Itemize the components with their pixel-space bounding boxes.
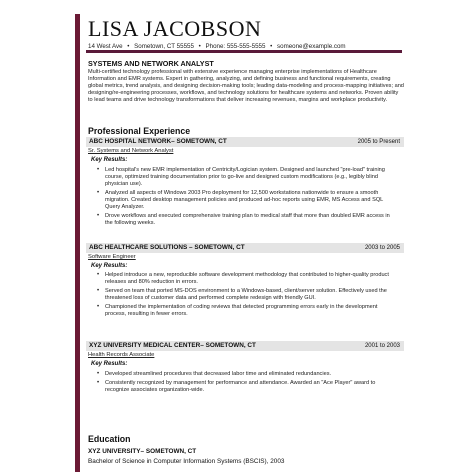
list-item (97, 167, 397, 188)
list-item (97, 213, 397, 227)
job-company: ABC HEALTHCARE SOLUTIONS – SOMETOWN, CT (89, 244, 245, 251)
education-degree: Bachelor of Science in Computer Information Systems (BSCIS), 2003 (88, 458, 285, 465)
key-results-label: Key Results: (91, 263, 128, 269)
list-item (97, 304, 397, 318)
education-school: XYZ UNIVERSITY– SOMETOWN, CT (88, 448, 197, 455)
job-company: XYZ UNIVERSITY MEDICAL CENTER– SOMETOWN, CT (89, 342, 256, 349)
separator: • (270, 43, 273, 50)
candidate-name: LISA JACOBSON (88, 16, 262, 41)
bullet-icon: • (97, 288, 100, 294)
phone: Phone: 555-555-5555 (205, 43, 266, 50)
job-bullets (97, 272, 397, 320)
key-results-label: Key Results: (91, 361, 128, 367)
list-item (97, 190, 397, 211)
bullet-icon: • (97, 304, 100, 310)
job-header (86, 243, 404, 253)
bullet-icon: • (97, 190, 100, 196)
bullet-text: Served on team that ported MS-DOS environment to a Windows-based, client/server solution. Effectively used the threatened loss of customer data and performed complete redesign with friendly GUI. (105, 288, 387, 301)
profile-title: SYSTEMS AND NETWORK ANALYST (88, 59, 214, 68)
separator: • (127, 43, 130, 50)
experience-heading: Professional Experience (88, 126, 191, 136)
job-dates: 2005 to Present (357, 138, 400, 145)
job-title: Health Records Associate (88, 352, 155, 358)
bullet-icon: • (97, 167, 100, 173)
job-bullets (97, 371, 397, 396)
job-dates: 2003 to 2005 (364, 244, 400, 251)
job-header (86, 341, 404, 351)
bullet-icon: • (97, 272, 100, 278)
bullet-text: Led hospital's new EMR implementation of Centricity/Logician system. Designed and launched "pre-load" training course, optimized training documentation prior to go-live and designed custom modifications (e.g., legibly blind physician use). (105, 167, 385, 187)
list-item (97, 371, 397, 378)
bullet-text: Championed the implementation of coding reviews that detected programming errors early in the development process, resulting in fewer errors. (105, 304, 378, 317)
list-item (97, 272, 397, 286)
bullet-text: Drove workflows and executed comprehensive training plan to medical staff that more than doubled EMR access in the following weeks. (105, 213, 390, 226)
list-item (97, 380, 397, 394)
key-results-label: Key Results: (91, 157, 128, 163)
job-title: Software Engineer (88, 254, 136, 260)
accent-vertical-bar (75, 14, 80, 472)
job-bullets (97, 167, 397, 229)
header-rule (86, 50, 402, 53)
bullet-icon: • (97, 371, 100, 377)
education-heading: Education (88, 434, 131, 444)
job-header (86, 137, 404, 147)
address: 14 West Ave (88, 43, 123, 50)
profile-summary: Multi-certified technology professional with extensive experience managing enterprise implementations of Healthcare Information and EMR systems. Expert in gathering, analyzing, and defining business and functional requirements, creating global metrics, trend analysis, and designing decision-making tools; leading data-modeling and process-mapping initiatives; and designing/re-engineering processes, workflows, and technology solutions for healthcare systems and networks. Proven ability to lead teams and drive technology transformations that deliver increasing revenues, margins and workplace productivity. (88, 69, 404, 104)
job-dates: 2001 to 2003 (364, 342, 400, 349)
email: someone@example.com (277, 43, 346, 50)
city: Sometown, CT 55555 (134, 43, 194, 50)
job-company: ABC HOSPITAL NETWORK– SOMETOWN, CT (89, 138, 227, 145)
bullet-text: Developed streamlined procedures that decreased labor time and eliminated redundancies. (105, 371, 332, 377)
bullet-icon: • (97, 380, 100, 386)
list-item (97, 288, 397, 302)
bullet-text: Analyzed all aspects of Windows 2003 Pro deployment for 12,500 workstations nationwide to ensure a smooth migration. Created desktop management policies and produced ad-hoc reports using EMR, MS Access and SQL Query Analyzer. (105, 190, 384, 210)
bullet-text: Consistently recognized by management for performance and attendance. Awarded an "Ace Player" award to recognize associates organization-wide. (105, 380, 376, 393)
job-title: Sr. Systems and Network Analyst (88, 148, 174, 154)
separator: • (198, 43, 201, 50)
bullet-text: Helped introduce a new, reproducible software development methodology that contributed to higher-quality product releases and 80% reduction in errors. (105, 272, 389, 285)
bullet-icon: • (97, 213, 100, 219)
contact-line (88, 43, 346, 50)
